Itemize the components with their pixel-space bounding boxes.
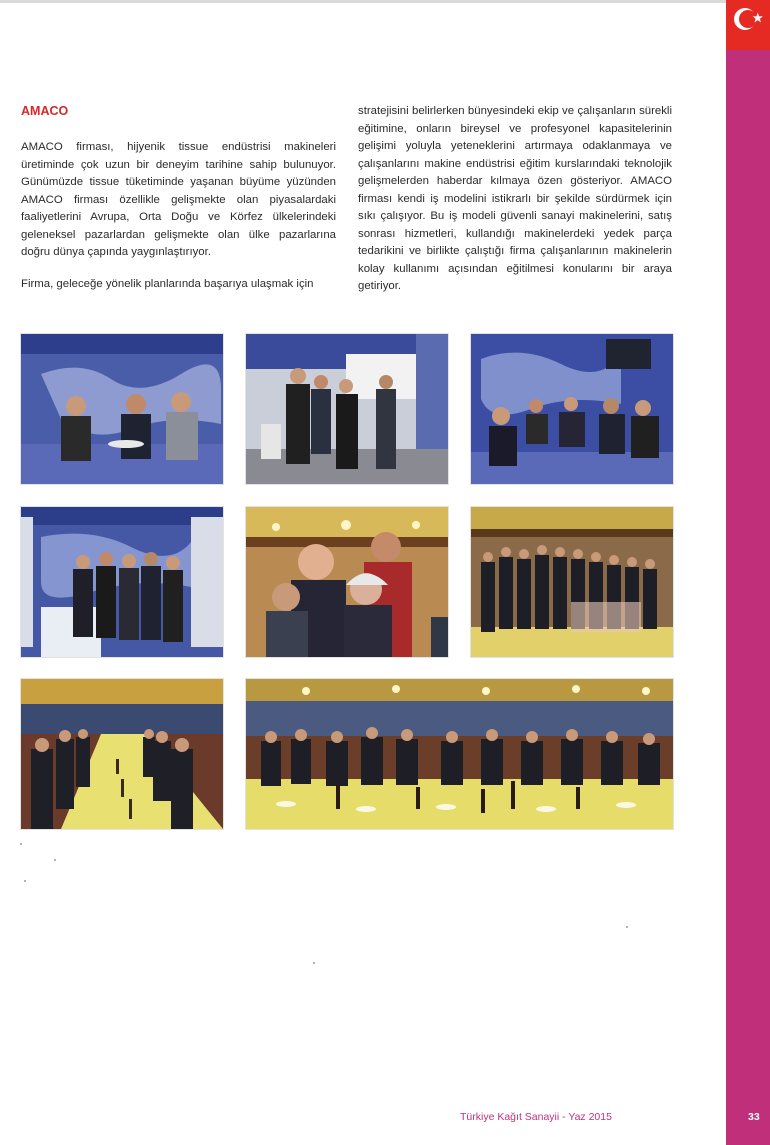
top-rule — [0, 0, 726, 3]
article-column-right — [358, 103, 672, 310]
photo-dinner-long-table — [21, 679, 223, 829]
article-paragraph: AMACO firması, hijyenik tissue endüstrisi makineleri üretiminde çok uzun bir deneyim tarihine sahip bulunuyor. Günümüzde tissue tüketiminde yaşanan büyüme yüzünden AMACO firması özellikle gelişmekte olan piyasalardaki faaliyetlerini Avrupa, Orta Doğu ve Körfez ülkelerindeki geleneksel pazarlardan gelişmekte olan ülke pazarlarına doğru dünya çapında yaygınlaştırıyor. — [21, 141, 336, 258]
article-column-left — [21, 139, 336, 307]
publication-footer: Türkiye Kağıt Sanayii - Yaz 2015 — [460, 1111, 612, 1123]
article-paragraph: Firma, geleceğe yönelik planlarında başarıya ulaşmak için — [21, 277, 314, 290]
scan-speck — [54, 859, 56, 861]
photo-booth-group-standing — [21, 507, 223, 657]
scan-speck — [626, 926, 628, 928]
article-heading: AMACO — [21, 104, 69, 118]
page-sidebar-band — [726, 0, 770, 1145]
photo-dinner-hall-group — [471, 507, 673, 657]
article-paragraph: stratejisini belirlerken bünyesindeki ekip ve çalışanların sürekli eğitimine, onların bireysel ve profesyonel kapasitelerinin gelişimi yoluyla yeteneklerini artırmaya odaklanmaya ve çalışanlarını makine endüstrisi eğitim kurslarındaki teknolojik gelişmelerden haberdar kılmaya özen gösteriyor. AMACO firması kendi iş modelini istikrarlı bir şekilde sürdürmek için sıkı çalışıyor. Bu iş modeli güvenli sanayi makinelerini, satış sonrası hizmetleri, kullandığı makinelerdeki yedek parça tedarikini ve birlikte çalıştığı firma çalışanlarının makinelerin kolay kullanımı açısından eğitilmesi konularını bir araya getiriyor. — [358, 105, 672, 292]
photo-dinner-panorama — [246, 679, 673, 829]
scan-speck — [20, 843, 22, 845]
scan-speck — [313, 962, 315, 964]
photo-booth-crowd-standing — [246, 334, 448, 484]
scan-speck — [24, 880, 26, 882]
photo-booth-three-men-seated — [21, 334, 223, 484]
photo-dinner-friends-portrait — [246, 507, 448, 657]
photo-booth-group-seated — [471, 334, 673, 484]
turkish-flag-icon — [726, 0, 770, 50]
page-number: 33 — [748, 1111, 760, 1123]
